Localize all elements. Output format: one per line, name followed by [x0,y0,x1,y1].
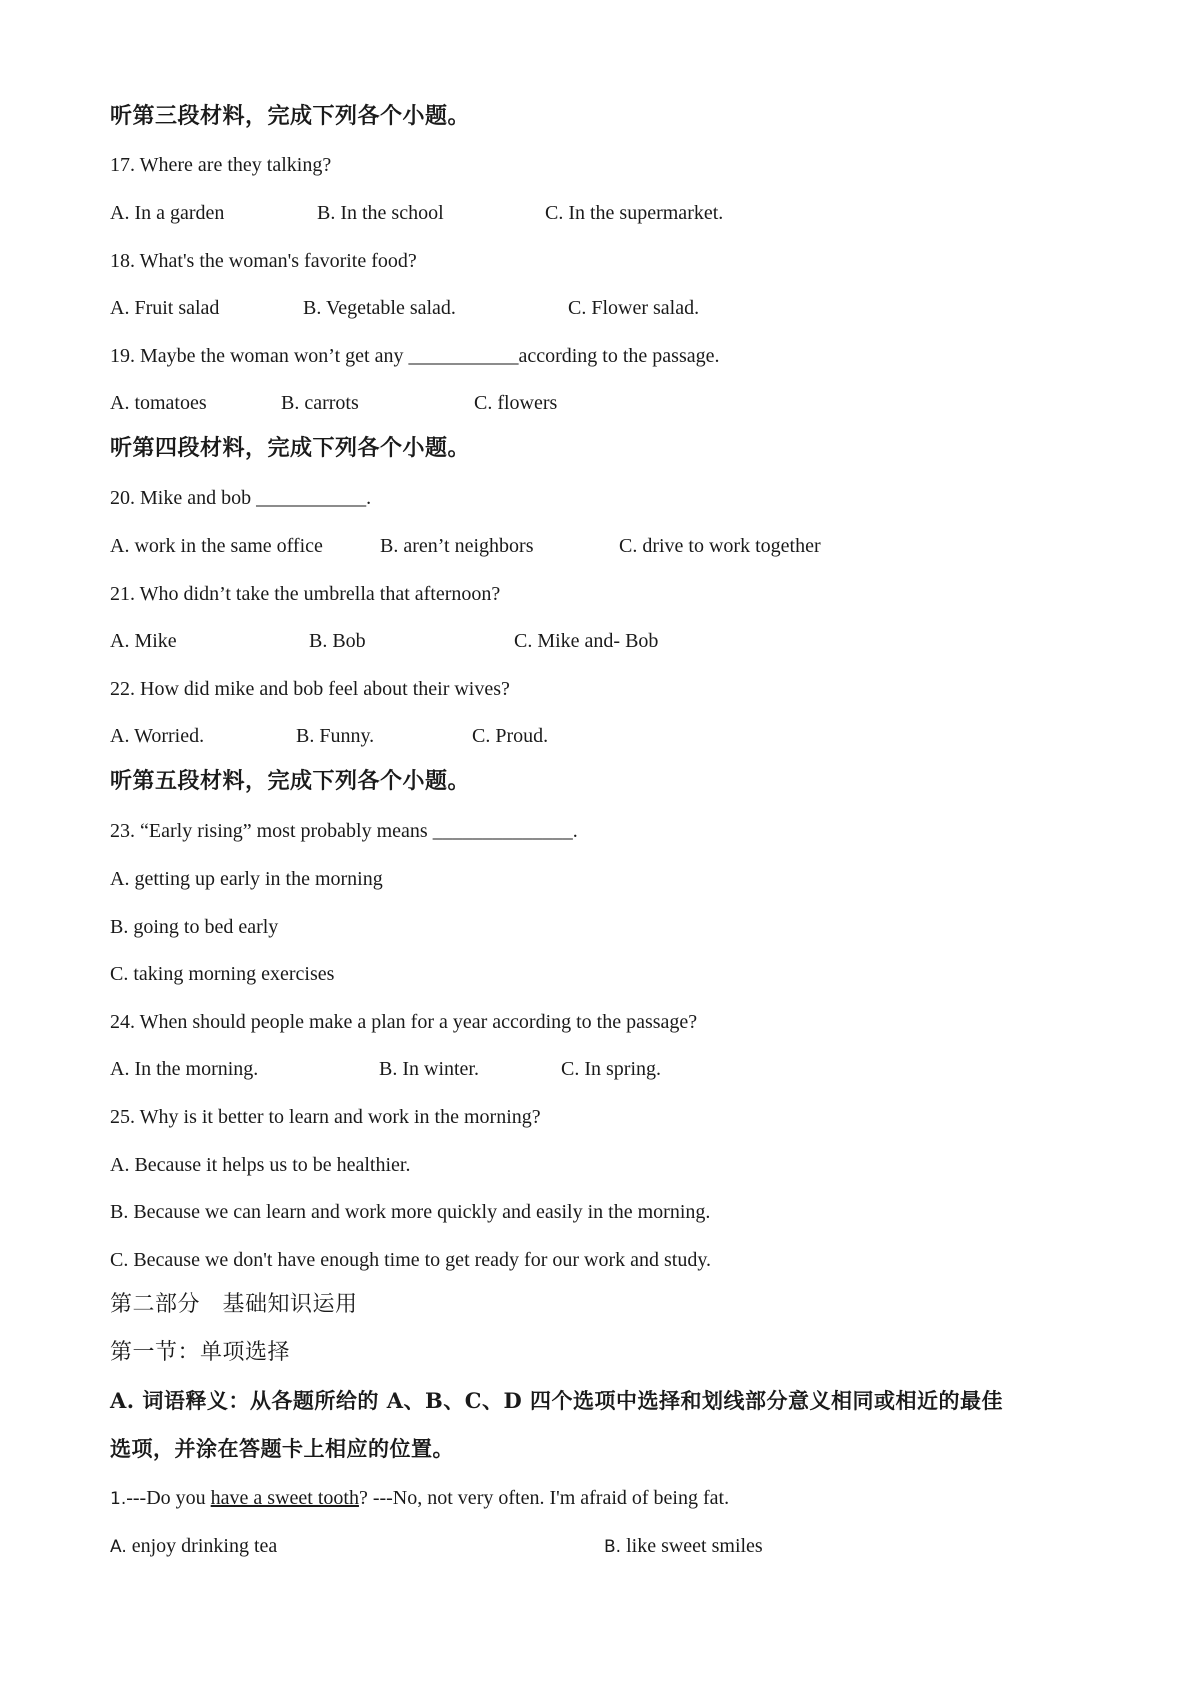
q20-option-a: A. work in the same office [110,535,323,557]
q18-option-c: C. Flower salad. [568,297,700,319]
q22-option-b: B. Funny. [296,725,375,747]
q19-option-b: B. carrots [281,392,359,414]
question-23: 23. “Early rising” most probably means ______________. [110,820,578,842]
question-24: 24. When should people make a plan for a year according to the passage? [110,1011,698,1033]
question-20: 20. Mike and bob ___________. [110,487,372,509]
q1-option-a-text: enjoy drinking tea [126,1535,278,1557]
q1-option-b-letter: B. [604,1537,622,1557]
q17-option-b: B. In the school [317,202,444,224]
q21-option-c: C. Mike and- Bob [514,630,659,652]
instruction-line-2: 选项，并涂在答题卡上相应的位置。 [110,1436,454,1461]
q25-option-a: A. Because it helps us to be healthier. [110,1154,411,1176]
section-heading-4: 听第四段材料，完成下列各个小题。 [110,435,471,461]
q21-option-a: A. Mike [110,630,177,652]
q23-option-a: A. getting up early in the morning [110,868,383,890]
q19-option-c: C. flowers [474,392,558,414]
q18-option-a: A. Fruit salad [110,297,220,319]
question-18: 18. What's the woman's favorite food? [110,250,417,272]
part2-section1-title: 第一节：单项选择 [110,1340,291,1365]
section-heading-5: 听第五段材料，完成下列各个小题。 [110,768,471,794]
question-1-underlined-phrase: have a sweet tooth [210,1487,359,1509]
q23-option-c: C. taking morning exercises [110,963,335,985]
question-19: 19. Maybe the woman won’t get any ___________according to the passage. [110,345,720,367]
q1-option-b [604,1534,763,1559]
q1-option-b-text: like sweet smiles [621,1535,763,1557]
q25-option-c: C. Because we don't have enough time to get ready for our work and study. [110,1249,712,1271]
question-21: 21. Who didn’t take the umbrella that afternoon? [110,583,501,605]
q22-option-c: C. Proud. [472,725,549,747]
q24-option-b: B. In winter. [379,1058,479,1080]
q17-option-c: C. In the supermarket. [545,202,724,224]
q25-option-b: B. Because we can learn and work more quickly and easily in the morning. [110,1201,711,1223]
question-17: 17. Where are they talking? [110,154,332,176]
q24-option-c: C. In spring. [561,1058,661,1080]
question-1-stem-pre: ---Do you [126,1487,211,1509]
q19-option-a: A. tomatoes [110,392,207,414]
q21-option-b: B. Bob [309,630,366,652]
question-22: 22. How did mike and bob feel about their wives? [110,678,510,700]
q24-option-a: A. In the morning. [110,1058,259,1080]
q23-option-b: B. going to bed early [110,916,279,938]
q18-option-b: B. Vegetable salad. [303,297,456,319]
q1-option-a-letter: A. [110,1537,127,1557]
q20-option-c: C. drive to work together [619,535,821,557]
question-1 [110,1486,729,1511]
question-1-stem-post: ? ---No, not very often. I'm afraid of being fat. [358,1487,730,1509]
part2-title: 第二部分 基础知识运用 [110,1292,358,1317]
question-1-number: 1. [110,1489,127,1509]
question-25: 25. Why is it better to learn and work in the morning? [110,1106,541,1128]
q17-option-a: A. In a garden [110,202,225,224]
q1-option-a [110,1534,277,1559]
instruction-line-1: A. 词语释义：从各题所给的 A、B、C、D 四个选项中选择和划线部分意义相同或相近的最佳 [110,1388,1004,1413]
q20-option-b: B. aren’t neighbors [380,535,534,557]
q22-option-a: A. Worried. [110,725,205,747]
section-heading-3: 听第三段材料，完成下列各个小题。 [110,103,471,129]
